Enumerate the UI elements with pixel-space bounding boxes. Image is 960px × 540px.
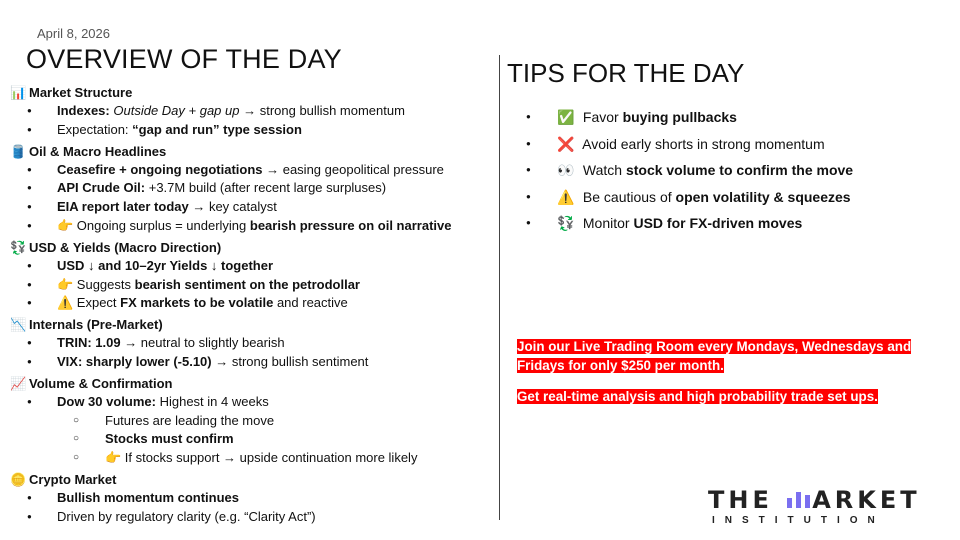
check-mark-icon: ✅ (557, 109, 575, 125)
list-item: ● USD ↓ and 10–2yr Yields ↓ together (10, 257, 495, 276)
bar-chart-m-icon (787, 490, 810, 508)
list-item: ● Indexes: Outside Day + gap up → strong bullish momentum (10, 102, 495, 121)
column-divider (499, 55, 500, 520)
section-oil-macro (10, 142, 495, 161)
section-title: Volume & Confirmation (29, 375, 173, 391)
eyes-icon: 👀 (557, 162, 575, 178)
tip-item: ● 💱 Monitor USD for FX-driven moves (517, 210, 937, 237)
list-item: ● Driven by regulatory clarity (e.g. “Clarity Act”) (10, 508, 495, 527)
list-item: ● Bullish momentum continues (10, 489, 495, 508)
tips-title: TIPS FOR THE DAY (507, 58, 745, 88)
overview-content (10, 81, 495, 527)
section-title: USD & Yields (Macro Direction) (29, 239, 222, 255)
promo-block (517, 338, 947, 420)
pointing-hand-icon: 👉 (57, 276, 74, 292)
tip-item: ● 👀 Watch stock volume to confirm the move (517, 157, 937, 184)
list-item: ● Ceasefire + ongoing negotiations → easing geopolitical pressure (10, 161, 495, 180)
currency-exchange-icon: 💱 (10, 239, 27, 255)
list-item: ● Expectation: “gap and run” type session (10, 121, 495, 140)
currency-exchange-icon: 💱 (557, 215, 575, 231)
list-item: ● VIX: sharply lower (-5.10) → strong bullish sentiment (10, 353, 495, 372)
section-title: Market Structure (29, 85, 133, 100)
section-title: Crypto Market (29, 471, 117, 487)
pointing-hand-icon: 👉 (57, 217, 74, 233)
section-title: Internals (Pre-Market) (29, 317, 163, 333)
list-item: ● Dow 30 volume: Highest in 4 weeks (10, 393, 495, 412)
tip-item: ● ❌ Avoid early shorts in strong momentum (517, 131, 937, 158)
chart-increasing-icon: 📈 (10, 375, 27, 391)
date: April 8, 2026 (37, 26, 110, 41)
list-item: ● 👉 Ongoing surplus = underlying bearish pressure on oil narrative (10, 217, 495, 236)
section-usd-yields (10, 238, 495, 257)
section-crypto (10, 470, 495, 489)
bar-chart-icon: 📊 (10, 85, 27, 100)
section-title: Oil & Macro Headlines (29, 143, 167, 159)
logo-subtitle: INSTITUTION (712, 515, 885, 526)
warning-icon: ⚠️ (57, 295, 74, 311)
sub-list-item: ○ Stocks must confirm (10, 430, 495, 449)
warning-icon: ⚠️ (557, 188, 575, 205)
list-item: ● EIA report later today → key catalyst (10, 198, 495, 217)
sub-list-item: ○ Futures are leading the move (10, 412, 495, 431)
promo-line-1: Join our Live Trading Room every Mondays, Wednesdays and Fridays for only $250 per month. (517, 339, 912, 373)
overview-title: OVERVIEW OF THE DAY (26, 44, 342, 74)
cross-mark-icon: ❌ (557, 135, 575, 152)
logo-wordmark: THE ARKET (708, 486, 921, 514)
list-item: ● ⚠️ Expect FX markets to be volatile and reactive (10, 294, 495, 313)
brand-logo (708, 486, 938, 526)
list-item: ● TRIN: 1.09 → neutral to slightly bearish (10, 334, 495, 353)
sub-list-item: ○ 👉 If stocks support → upside continuation more likely (10, 449, 495, 468)
section-internals (10, 315, 495, 334)
chart-decreasing-icon: 📉 (10, 317, 27, 333)
tip-item: ● ⚠️ Be cautious of open volatility & squeezes (517, 184, 937, 211)
oil-drum-icon: 🛢️ (10, 143, 27, 159)
section-market-structure (10, 83, 495, 102)
list-item: ● 👉 Suggests bearish sentiment on the petrodollar (10, 276, 495, 295)
coin-icon: 🪙 (10, 471, 27, 487)
section-volume (10, 374, 495, 393)
list-item: ● API Crude Oil: +3.7M build (after recent large surpluses) (10, 179, 495, 198)
tips-list (517, 104, 937, 237)
pointing-hand-icon: 👉 (105, 450, 122, 466)
tip-item: ● ✅ Favor buying pullbacks (517, 104, 937, 131)
promo-line-2: Get real-time analysis and high probability trade set ups. (517, 389, 878, 404)
